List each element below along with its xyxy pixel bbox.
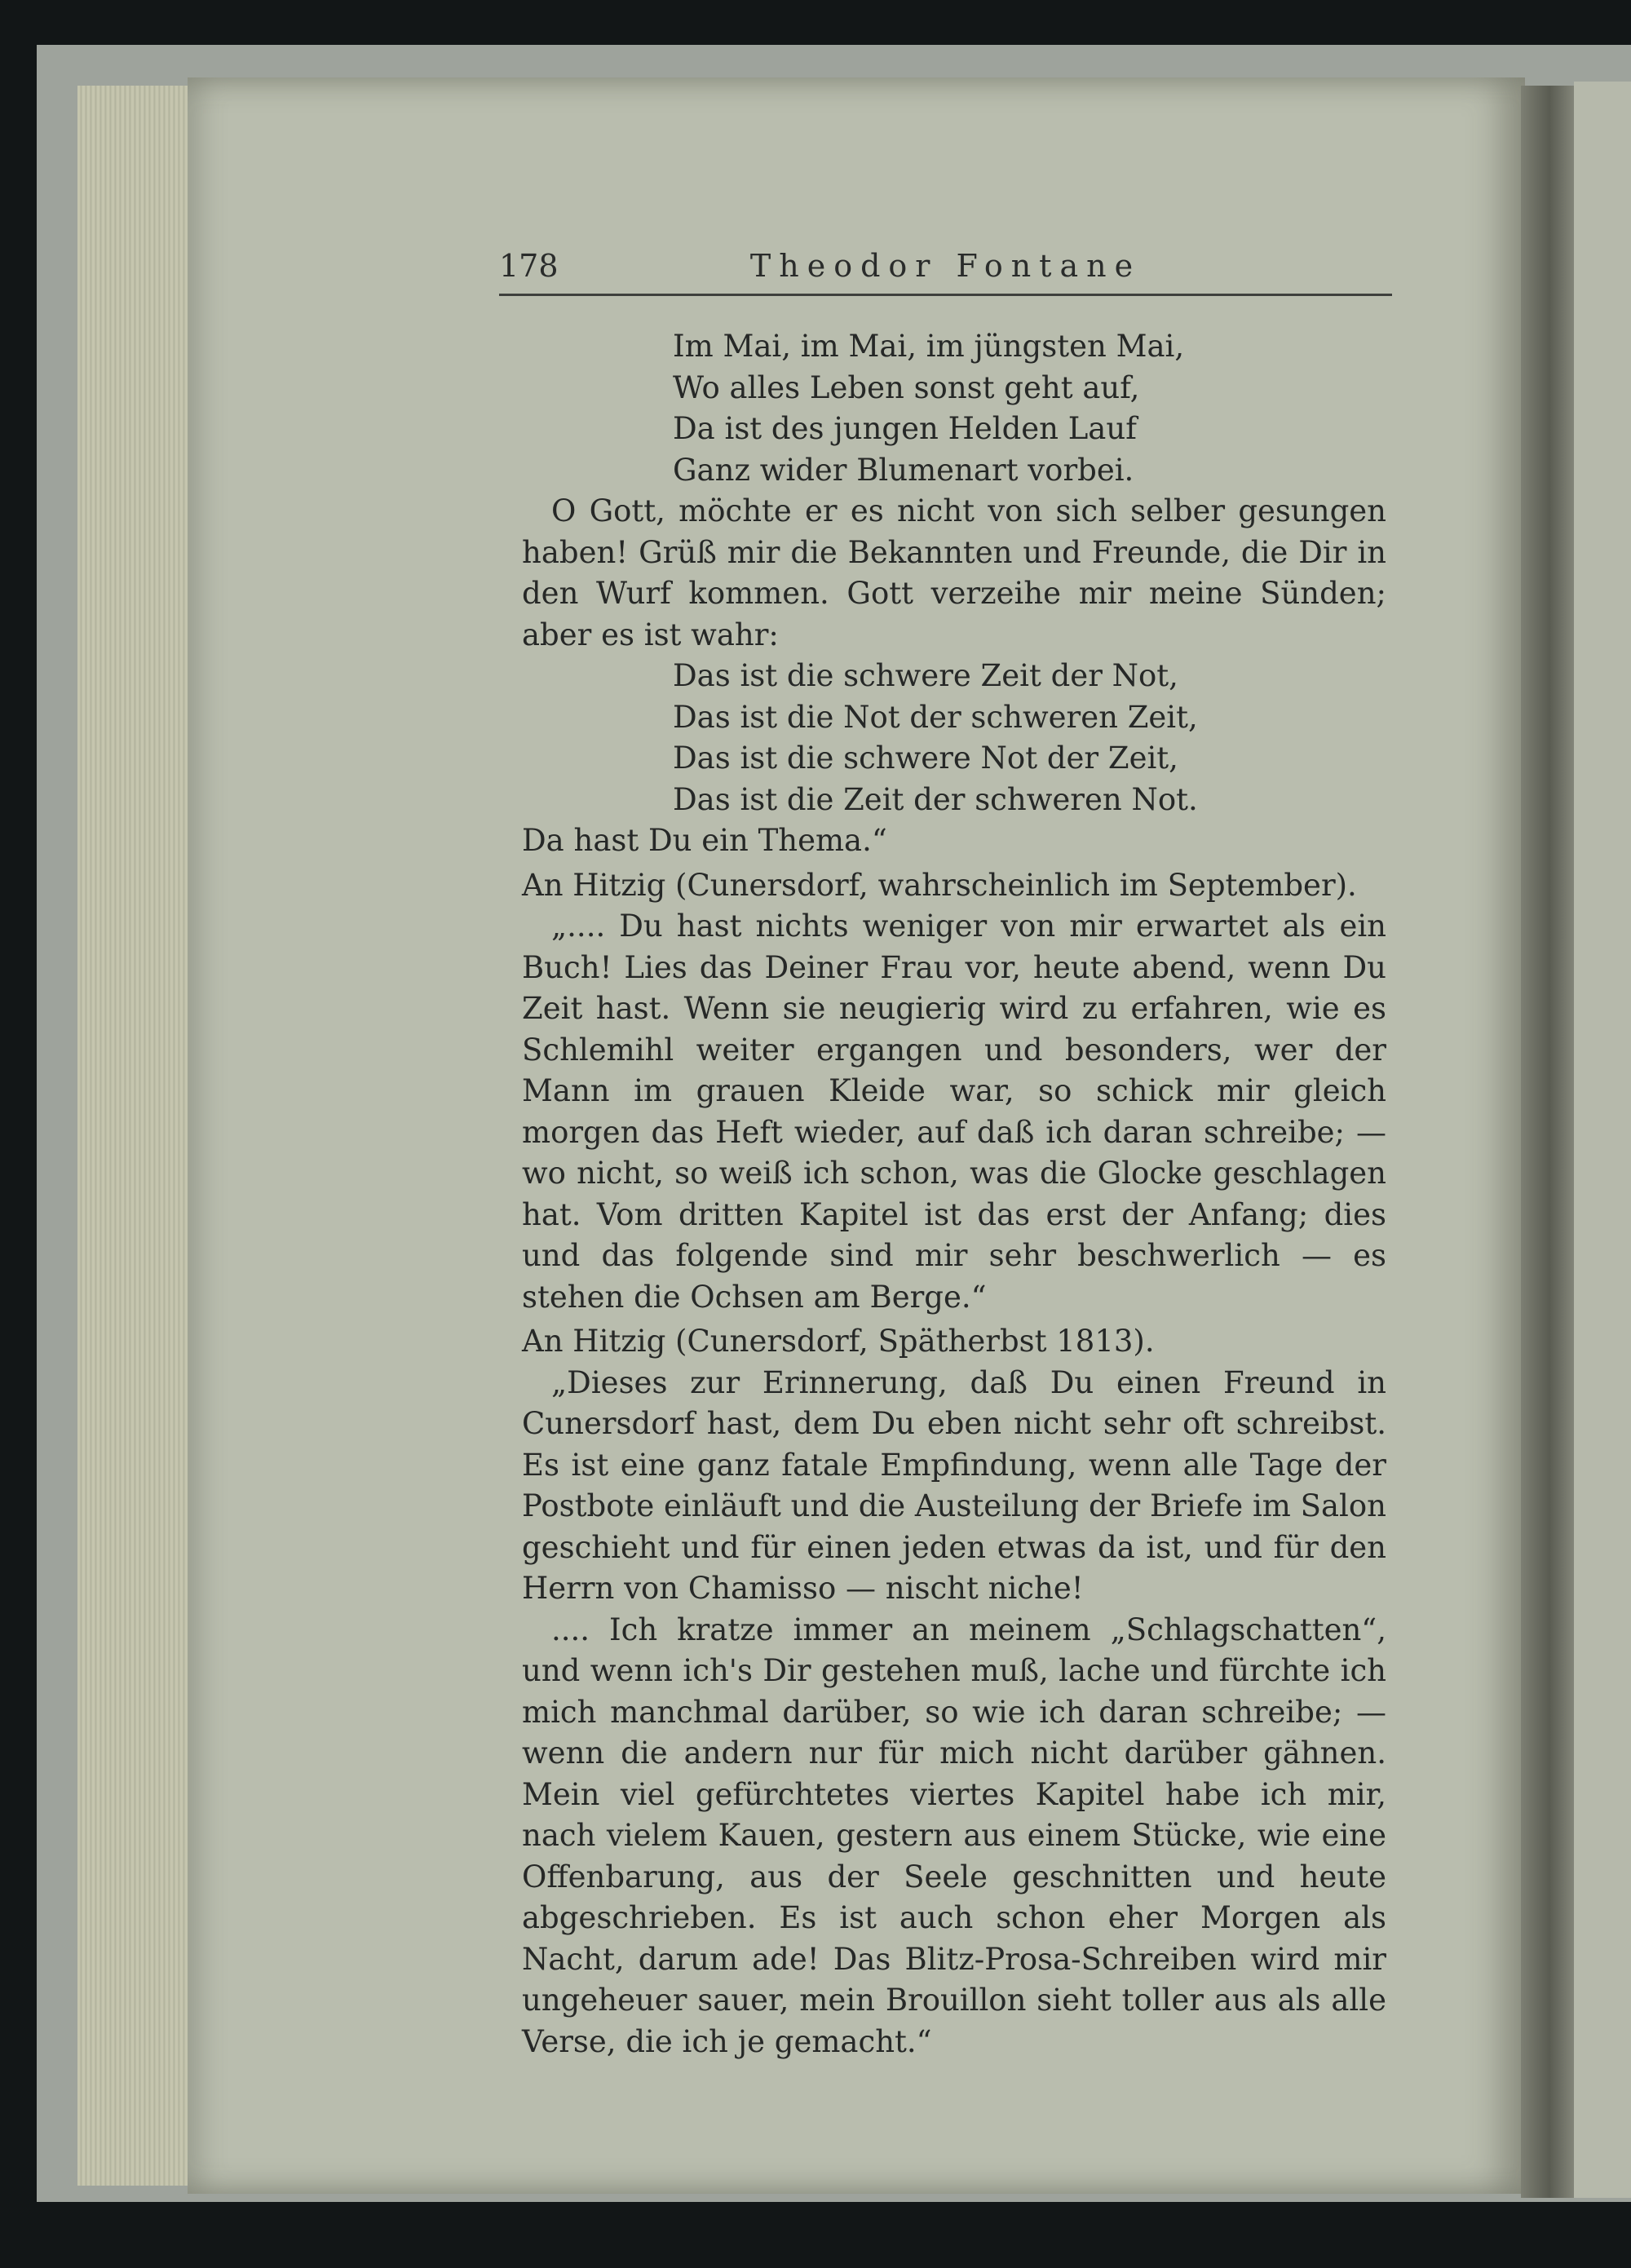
verse-line: Im Mai, im Mai, im jüngsten Mai, [673,329,1185,364]
page-header [499,245,1392,296]
facing-page-edge [1574,82,1631,2198]
letter-heading: An Hitzig (Cunersdorf, wahrscheinlich im September). [522,867,1357,903]
running-head: Theodor Fontane [749,248,1142,284]
verse-line: Das ist die schwere Zeit der Not, [673,658,1178,693]
book-gutter [1521,86,1578,2198]
page-edges [77,86,196,2186]
verse-line: Das ist die schwere Not der Zeit, [673,741,1178,776]
paragraph: „.... Du hast nichts weniger von mir erwartet als ein Buch! Lies das Deiner Frau vor, heute abend, wenn Du Zeit hast. Wenn sie neugierig wird zu erfahren, wie es Schlemihl weiter ergangen und besonders, wer der Mann im grauen Kleide war, so schick mir gleich morgen das Heft wieder, auf daß ich daran schreibe; — wo nicht, so weiß ich schon, was die Glocke geschlagen hat. Vom dritten Kapitel ist das erst der Anfang; dies und das folgende sind mir sehr beschwerlich — es stehen die Ochsen am Berge.“ [522,909,1386,1315]
paragraph: .... Ich kratze immer an meinem „Schlagschatten“, und wenn ich's Dir gestehen muß, lache und fürchte ich mich manchmal darüber, so wie ich daran schreibe; — wenn die andern nur für mich nicht darüber gähnen. Mein viel gefürchtetes viertes Kapitel habe ich mir, nach vielem Kauen, gestern aus einem Stücke, wie eine Offenbarung, aus der Seele geschnitten und heute abgeschrieben. Es ist auch schon eher Morgen als Nacht, darum ade! Das Blitz-Prosa-Schreiben wird mir ungeheuer sauer, mein Brouillon sieht toller aus als alle Verse, die ich je gemacht.“ [522,1611,1386,2059]
verse-block [522,656,1386,820]
verse-line: Das ist die Not der schweren Zeit, [673,699,1198,735]
verse-line: Das ist die Zeit der schweren Not. [673,781,1198,817]
paragraph: Da hast Du ein Thema.“ [522,823,887,858]
page-number: 178 [499,248,559,284]
page-body [522,326,1386,2062]
letter-heading: An Hitzig (Cunersdorf, Spätherbst 1813). [522,1324,1155,1359]
verse-line: Wo alles Leben sonst geht auf, [673,369,1140,405]
verse-line: Ganz wider Blumenart vorbei. [673,452,1134,488]
verse-line: Da ist des jungen Helden Lauf [673,411,1137,446]
verse-block [522,326,1386,491]
paragraph: „Dieses zur Erinnerung, daß Du einen Freund in Cunersdorf hast, dem Du eben nicht sehr oft schreibst. Es ist eine ganz fatale Empfindung, wenn alle Tage der Postbote einläuft und die Austeilung der Briefe im Salon geschieht und für einen jeden etwas da ist, und für den Herrn von Chamisso — nischt niche! [522,1364,1386,1606]
paragraph: O Gott, möchte er es nicht von sich selber gesungen haben! Grüß mir die Bekannten und Freunde, die Dir in den Wurf kommen. Gott verzeihe mir meine Sünden; aber es ist wahr: [522,493,1386,652]
